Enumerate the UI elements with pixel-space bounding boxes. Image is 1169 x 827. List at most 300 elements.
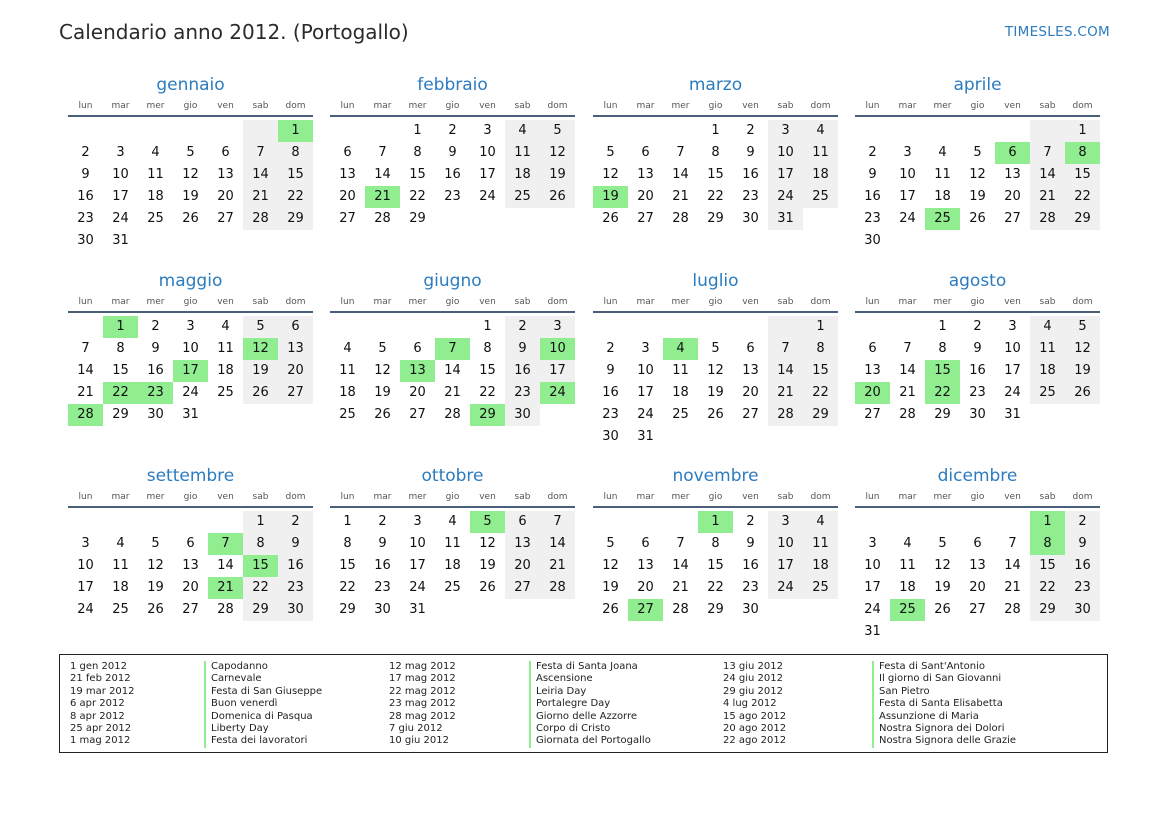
day-cell: 10	[768, 142, 803, 164]
page-title: Calendario anno 2012. (Portogallo)	[59, 20, 409, 44]
holiday-day-cell: 24	[540, 382, 575, 404]
day-cell: 5	[186, 145, 195, 160]
empty-day-cell	[138, 511, 173, 533]
day-cell: 22	[707, 580, 724, 595]
weekday-label: ven	[742, 492, 759, 502]
weekday-label: ven	[217, 101, 234, 111]
day-cell: 15	[1065, 164, 1100, 186]
month-name: settembre	[146, 466, 235, 486]
day-cell: 27	[637, 211, 654, 226]
weekday-label: dom	[810, 492, 831, 502]
day-cell: 19	[182, 189, 199, 204]
empty-day-cell	[890, 316, 925, 338]
weekday-label: mer	[146, 101, 165, 111]
empty-day-cell	[68, 511, 103, 533]
empty-day-cell	[103, 511, 138, 533]
day-cell: 24	[768, 186, 803, 208]
weekday-label: mar	[111, 492, 130, 502]
month-name: giugno	[423, 271, 482, 291]
empty-day-cell	[173, 511, 208, 533]
day-cell: 16	[77, 189, 94, 204]
empty-day-cell	[698, 316, 733, 338]
day-cell: 7	[81, 341, 90, 356]
day-cell: 27	[1004, 211, 1021, 226]
day-cell: 27	[742, 407, 759, 422]
day-grid	[330, 511, 575, 621]
holiday-day-cell: 21	[208, 577, 243, 599]
day-cell: 19	[602, 580, 619, 595]
day-cell: 25	[1030, 382, 1065, 404]
day-cell: 2	[973, 319, 982, 334]
day-cell: 12	[479, 536, 496, 551]
legend-date: 19 mar 2012	[70, 685, 135, 697]
empty-day-cell	[593, 316, 628, 338]
day-cell: 24	[768, 577, 803, 599]
day-cell: 20	[505, 555, 540, 577]
day-cell: 18	[444, 558, 461, 573]
day-cell: 26	[1065, 382, 1100, 404]
day-cell: 2	[746, 123, 755, 138]
holiday-day-cell: 5	[470, 511, 505, 533]
day-cell: 17	[540, 360, 575, 382]
day-cell: 29	[112, 407, 129, 422]
day-cell: 5	[606, 536, 615, 551]
weekday-label: mar	[636, 101, 655, 111]
day-cell: 1	[803, 316, 838, 338]
holiday-day-cell: 8	[1030, 533, 1065, 555]
weekday-divider	[855, 311, 1100, 313]
weekday-label: mer	[933, 492, 952, 502]
day-cell: 5	[711, 341, 720, 356]
day-cell: 18	[899, 580, 916, 595]
day-cell: 24	[182, 385, 199, 400]
legend-date: 23 mag 2012	[389, 698, 456, 710]
weekday-label: lun	[603, 101, 618, 111]
day-cell: 10	[409, 536, 426, 551]
day-cell: 3	[186, 319, 195, 334]
weekday-divider	[68, 506, 313, 508]
empty-day-cell	[365, 316, 400, 338]
day-grid	[330, 316, 575, 426]
weekday-label: ven	[742, 297, 759, 307]
day-cell: 15	[278, 164, 313, 186]
day-cell: 16	[742, 558, 759, 573]
legend-date: 20 ago 2012	[723, 722, 787, 734]
day-cell: 29	[803, 404, 838, 426]
day-cell: 30	[147, 407, 164, 422]
holiday-day-cell: 6	[995, 142, 1030, 164]
day-cell: 1	[243, 511, 278, 533]
day-cell: 2	[746, 514, 755, 529]
weekday-label: mar	[898, 492, 917, 502]
day-cell: 11	[147, 167, 164, 182]
holiday-day-cell: 21	[365, 186, 400, 208]
weekday-label: gio	[708, 297, 723, 307]
day-cell: 5	[606, 145, 615, 160]
day-cell: 3	[81, 536, 90, 551]
empty-day-cell	[435, 316, 470, 338]
empty-day-cell	[400, 316, 435, 338]
weekday-header	[330, 295, 575, 309]
day-cell: 16	[374, 558, 391, 573]
day-cell: 28	[243, 208, 278, 230]
weekday-label: dom	[1072, 492, 1093, 502]
day-grid	[68, 316, 313, 426]
day-cell: 29	[409, 211, 426, 226]
day-cell: 4	[505, 120, 540, 142]
day-cell: 14	[77, 363, 94, 378]
legend-date: 10 giu 2012	[389, 735, 449, 747]
day-cell: 15	[707, 167, 724, 182]
day-cell: 6	[221, 145, 230, 160]
day-cell: 11	[803, 142, 838, 164]
month-name: gennaio	[156, 75, 225, 95]
day-cell: 26	[243, 382, 278, 404]
day-cell: 18	[672, 385, 689, 400]
day-cell: 8	[803, 338, 838, 360]
weekday-label: mer	[146, 492, 165, 502]
weekday-label: sab	[777, 492, 794, 502]
weekday-label: mer	[408, 492, 427, 502]
weekday-header	[855, 295, 1100, 309]
day-cell: 19	[969, 189, 986, 204]
day-cell: 31	[112, 233, 129, 248]
day-cell: 24	[899, 211, 916, 226]
day-cell: 23	[969, 385, 986, 400]
day-cell: 15	[112, 363, 129, 378]
day-cell: 12	[182, 167, 199, 182]
day-cell: 21	[899, 385, 916, 400]
day-cell: 12	[602, 558, 619, 573]
holiday-day-cell: 29	[470, 404, 505, 426]
holiday-day-cell: 15	[243, 555, 278, 577]
weekday-divider	[330, 506, 575, 508]
holiday-day-cell: 1	[278, 120, 313, 142]
weekday-label: ven	[217, 492, 234, 502]
holiday-day-cell: 15	[925, 360, 960, 382]
weekday-divider	[855, 506, 1100, 508]
day-cell: 13	[637, 167, 654, 182]
empty-day-cell	[208, 511, 243, 533]
day-cell: 22	[1065, 186, 1100, 208]
day-cell: 29	[243, 599, 278, 621]
day-cell: 2	[606, 341, 615, 356]
month-name: novembre	[672, 466, 759, 486]
weekday-label: mer	[933, 101, 952, 111]
day-cell: 2	[278, 511, 313, 533]
legend-holiday-name: Liberty Day	[211, 722, 269, 734]
weekday-label: mar	[636, 297, 655, 307]
legend-holiday-name: Ascensione	[536, 673, 593, 685]
legend-date: 13 giu 2012	[723, 661, 783, 672]
day-cell: 23	[864, 211, 881, 226]
day-cell: 18	[217, 363, 234, 378]
day-cell: 17	[1004, 363, 1021, 378]
weekday-label: gio	[970, 492, 985, 502]
day-cell: 15	[409, 167, 426, 182]
day-cell: 3	[868, 536, 877, 551]
day-cell: 8	[413, 145, 422, 160]
day-cell: 1	[483, 319, 492, 334]
weekday-label: mar	[373, 297, 392, 307]
day-cell: 7	[1008, 536, 1017, 551]
empty-day-cell	[890, 511, 925, 533]
weekday-label: mer	[671, 297, 690, 307]
legend-dates-col-2	[389, 661, 456, 748]
day-cell: 7	[676, 536, 685, 551]
weekday-label: mar	[373, 101, 392, 111]
day-cell: 4	[938, 145, 947, 160]
weekday-label: dom	[810, 297, 831, 307]
legend-holiday-name: Giorno delle Azzorre	[536, 710, 638, 722]
month-febbraio	[330, 74, 575, 230]
weekday-label: ven	[1004, 492, 1021, 502]
day-cell: 8	[116, 341, 125, 356]
day-cell: 18	[147, 189, 164, 204]
empty-day-cell	[960, 511, 995, 533]
weekday-divider	[855, 115, 1100, 117]
month-maggio	[68, 270, 313, 426]
day-grid	[855, 511, 1100, 643]
weekday-label: mer	[933, 297, 952, 307]
day-cell: 14	[672, 558, 689, 573]
weekday-divider	[68, 311, 313, 313]
weekday-label: mer	[408, 101, 427, 111]
day-cell: 22	[409, 189, 426, 204]
day-cell: 10	[112, 167, 129, 182]
empty-day-cell	[768, 316, 803, 338]
day-cell: 6	[641, 536, 650, 551]
day-grid	[68, 120, 313, 252]
legend-date: 17 mag 2012	[389, 673, 456, 685]
day-cell: 29	[339, 602, 356, 617]
day-cell: 26	[540, 186, 575, 208]
day-cell: 27	[278, 382, 313, 404]
legend-dates-col-3	[723, 661, 786, 748]
day-cell: 22	[707, 189, 724, 204]
day-cell: 28	[899, 407, 916, 422]
day-cell: 19	[707, 385, 724, 400]
day-cell: 11	[934, 167, 951, 182]
legend-date: 1 mag 2012	[70, 735, 131, 747]
weekday-label: sab	[514, 492, 531, 502]
day-cell: 30	[969, 407, 986, 422]
day-cell: 2	[81, 145, 90, 160]
day-cell: 5	[973, 145, 982, 160]
day-cell: 16	[864, 189, 881, 204]
day-cell: 12	[707, 363, 724, 378]
day-cell: 14	[1030, 164, 1065, 186]
month-name: marzo	[688, 75, 743, 95]
day-cell: 1	[343, 514, 352, 529]
day-cell: 3	[903, 145, 912, 160]
weekday-label: sab	[1039, 297, 1056, 307]
day-cell: 31	[409, 602, 426, 617]
day-cell: 30	[278, 599, 313, 621]
day-cell: 20	[278, 360, 313, 382]
day-cell: 23	[278, 577, 313, 599]
empty-day-cell	[243, 120, 278, 142]
day-cell: 18	[505, 164, 540, 186]
day-cell: 18	[1030, 360, 1065, 382]
weekday-header	[330, 99, 575, 113]
weekday-label: sab	[777, 297, 794, 307]
day-cell: 3	[641, 341, 650, 356]
holiday-day-cell: 1	[698, 511, 733, 533]
day-cell: 19	[243, 360, 278, 382]
day-cell: 22	[278, 186, 313, 208]
day-cell: 6	[746, 341, 755, 356]
day-cell: 20	[339, 189, 356, 204]
day-cell: 27	[217, 211, 234, 226]
day-cell: 5	[378, 341, 387, 356]
holiday-day-cell: 1	[103, 316, 138, 338]
weekday-label: lun	[78, 297, 93, 307]
weekday-header	[68, 99, 313, 113]
weekday-label: mar	[111, 101, 130, 111]
day-cell: 2	[378, 514, 387, 529]
weekday-label: gio	[445, 492, 460, 502]
day-cell: 21	[1004, 580, 1021, 595]
day-cell: 3	[768, 511, 803, 533]
empty-day-cell	[733, 316, 768, 338]
weekday-label: mar	[636, 492, 655, 502]
weekday-header	[855, 99, 1100, 113]
day-cell: 26	[374, 407, 391, 422]
empty-day-cell	[855, 511, 890, 533]
day-cell: 24	[409, 580, 426, 595]
day-cell: 5	[151, 536, 160, 551]
day-cell: 29	[934, 407, 951, 422]
weekday-label: ven	[479, 101, 496, 111]
month-name: dicembre	[937, 466, 1018, 486]
weekday-label: dom	[547, 492, 568, 502]
day-cell: 11	[803, 533, 838, 555]
legend-date: 21 feb 2012	[70, 673, 131, 685]
day-grid	[855, 120, 1100, 252]
day-grid	[68, 511, 313, 621]
weekday-divider	[593, 506, 838, 508]
empty-day-cell	[925, 511, 960, 533]
day-cell: 17	[899, 189, 916, 204]
day-cell: 12	[969, 167, 986, 182]
weekday-label: lun	[340, 101, 355, 111]
day-cell: 15	[339, 558, 356, 573]
day-cell: 19	[934, 580, 951, 595]
weekday-label: dom	[285, 297, 306, 307]
weekday-label: sab	[514, 297, 531, 307]
day-cell: 17	[768, 555, 803, 577]
legend-holiday-name: Festa di Sant'Antonio	[879, 661, 986, 672]
day-cell: 2	[868, 145, 877, 160]
weekday-header	[330, 490, 575, 504]
day-cell: 21	[243, 186, 278, 208]
holiday-day-cell: 19	[593, 186, 628, 208]
empty-day-cell	[593, 511, 628, 533]
day-cell: 9	[973, 341, 982, 356]
month-aprile	[855, 74, 1100, 252]
day-cell: 25	[147, 211, 164, 226]
day-cell: 8	[938, 341, 947, 356]
month-dicembre	[855, 465, 1100, 643]
day-cell: 3	[116, 145, 125, 160]
weekday-label: lun	[340, 492, 355, 502]
holiday-day-cell: 10	[540, 338, 575, 360]
day-grid	[855, 316, 1100, 426]
day-grid	[593, 120, 838, 230]
day-cell: 11	[1030, 338, 1065, 360]
weekday-label: ven	[217, 297, 234, 307]
day-cell: 31	[768, 208, 803, 230]
day-cell: 3	[413, 514, 422, 529]
day-cell: 13	[278, 338, 313, 360]
empty-day-cell	[663, 511, 698, 533]
weekday-header	[593, 295, 838, 309]
day-cell: 12	[147, 558, 164, 573]
month-name: luglio	[692, 271, 739, 291]
day-cell: 7	[903, 341, 912, 356]
day-cell: 27	[864, 407, 881, 422]
day-cell: 9	[448, 145, 457, 160]
day-cell: 21	[672, 580, 689, 595]
day-cell: 9	[868, 167, 877, 182]
site-link[interactable]: TIMESLES.COM	[1004, 24, 1110, 40]
day-cell: 6	[343, 145, 352, 160]
legend-date: 28 mag 2012	[389, 710, 456, 722]
empty-day-cell	[663, 120, 698, 142]
legend-holiday-name: Domenica di Pasqua	[211, 710, 313, 722]
weekday-label: mar	[898, 297, 917, 307]
day-cell: 7	[378, 145, 387, 160]
weekday-label: lun	[603, 297, 618, 307]
day-cell: 24	[864, 602, 881, 617]
month-settembre	[68, 465, 313, 621]
legend-date: 4 lug 2012	[723, 698, 777, 710]
empty-day-cell	[628, 120, 663, 142]
holiday-day-cell: 22	[103, 382, 138, 404]
weekday-label: gio	[708, 492, 723, 502]
day-cell: 4	[116, 536, 125, 551]
weekday-label: mer	[671, 492, 690, 502]
holiday-day-cell: 8	[1065, 142, 1100, 164]
weekday-divider	[593, 115, 838, 117]
month-novembre	[593, 465, 838, 621]
empty-day-cell	[208, 120, 243, 142]
day-cell: 30	[864, 233, 881, 248]
day-cell: 28	[444, 407, 461, 422]
day-cell: 2	[1065, 511, 1100, 533]
day-cell: 28	[672, 211, 689, 226]
legend-date: 24 giu 2012	[723, 673, 783, 685]
day-cell: 23	[444, 189, 461, 204]
weekday-label: gio	[445, 297, 460, 307]
day-cell: 13	[742, 363, 759, 378]
day-cell: 5	[1065, 316, 1100, 338]
weekday-label: lun	[78, 101, 93, 111]
legend-holiday-name: Festa di Santa Joana	[536, 661, 638, 672]
legend-names-col-2	[529, 661, 651, 748]
weekday-label: gio	[970, 101, 985, 111]
day-cell: 31	[864, 624, 881, 639]
day-cell: 24	[1004, 385, 1021, 400]
day-cell: 10	[864, 558, 881, 573]
day-cell: 1	[711, 123, 720, 138]
holiday-day-cell: 23	[138, 382, 173, 404]
weekday-label: sab	[1039, 101, 1056, 111]
day-cell: 2	[151, 319, 160, 334]
month-agosto	[855, 270, 1100, 426]
weekday-label: lun	[603, 492, 618, 502]
